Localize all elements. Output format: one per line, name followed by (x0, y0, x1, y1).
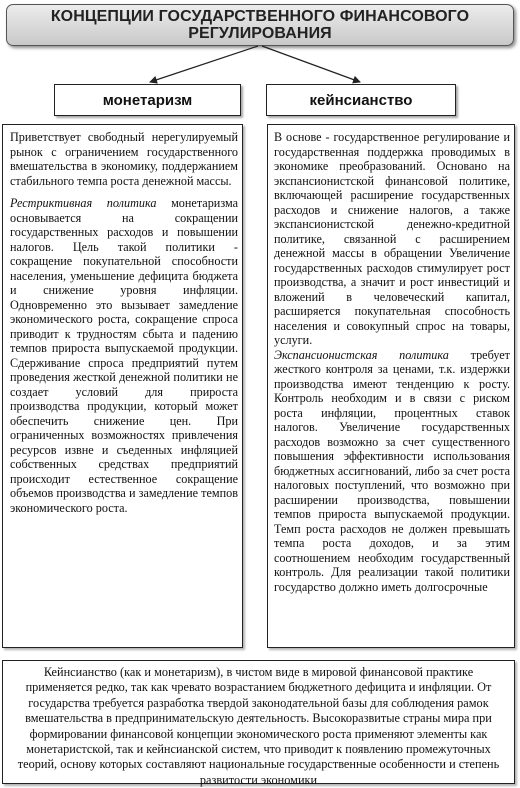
monetarism-policy-text: монетаризма основывается на сокращении государственных расходов и повышении налогов. Цель такой политики - сокращение покупательной способности населения, уменьшение дефицита бюджета и снижение уровня инфляции. Одновременно это вызывает замедление экономического роста, сокращение спроса приводит к трудностям сбыта и падению темпов прироста выпускаемой продукции. Сдерживание спроса предприятий путем проведения жесткой денежной политики не создает условий для прироста производства продукции, который может обеспечить снижение цен. При ограниченных возможностях привлечения ресурсов извне и съеденных инфляцией собственных средствах предприятий происходит естественное сокращение объемов производства и замедление темпов экономического роста. (10, 196, 238, 515)
monetarism-description (2, 124, 243, 648)
keynesianism-paragraph-1: В основе - государственное регулирование и государственная поддержка проводимых в экономике преобразований. Основано на экспансионистской финансовой политике, включающей расширение государственных расходов и снижение налогов, а также экспансионистской денежно-кредитной политике, связанной с расширением денежной массы в обращении Увеличение государственных расходов стимулирует рост производства, а значит и рост инвестиций и вложений в человеческий капитал, расширяется покупательная способность населения и совокупный спрос на товары, услуги. (274, 130, 510, 347)
page-title: КОНЦЕПЦИИ ГОСУДАРСТВЕННОГО ФИНАНСОВОГО РЕГУЛИРОВАНИЯ (50, 8, 470, 42)
arrow-to-monetarism (150, 46, 258, 82)
concept-keynesianism-label: кейнсианство (309, 91, 413, 109)
keynesianism-description (267, 124, 515, 648)
monetarism-policy-term: Рестриктивная политика (10, 196, 157, 210)
arrow-to-keynesianism (262, 46, 360, 82)
summary-text: Кейнсианство (как и монетаризм), в чистом виде в мировой финансовой практике применяется редко, так как чревато возрастанием бюджетного дефицита и инфляции. От государства требуется разработка твердой законодательной базы для соблюдения рамок вмешательства в предпринимательскую деятельность. Высокоразвитые страны мира при формировании финансовой концепции экономического роста применяют элементы как монетаристской, так и кейнсианской систем, что приводит к появлению промежуточных теорий, основу которых составляют национальные государственные особенности и степень развитости экономики (17, 665, 500, 787)
summary-box (2, 660, 515, 787)
concept-monetarism-box (54, 84, 241, 116)
concept-monetarism-label: монетаризм (102, 91, 193, 109)
monetarism-paragraph-1: Приветствует свободный нерегулируемый рынок с ограничением государственного вмешательства в экономику, поддержанием стабильного темпа роста денежной массы. (10, 130, 238, 188)
monetarism-paragraph-2 (10, 196, 238, 515)
keynesianism-policy-term: Экспансионистская политика (274, 347, 449, 362)
keynesianism-policy-text: требует жесткого контроля за ценами, т.к. издержки производства имеют тенденцию к росту. Контроль необходим и в связи с риском роста инфляции, процентных ставок налогов. Увеличение государственных расходов возможно за счет существенного повышения эффективности использования бюджетных ассигнований, либо за счет роста налоговых поступлений, что возможно при расширении производства, повышении темпов прироста выпускаемой продукции. Темп роста расходов не должен превышать темпа роста доходов, и за этим соотношением необходим государственный контроль. Для реализации такой политики государство должно иметь долгосрочные (274, 347, 510, 594)
concept-keynesianism-box (266, 84, 456, 116)
keynesianism-paragraph-2 (274, 348, 510, 595)
